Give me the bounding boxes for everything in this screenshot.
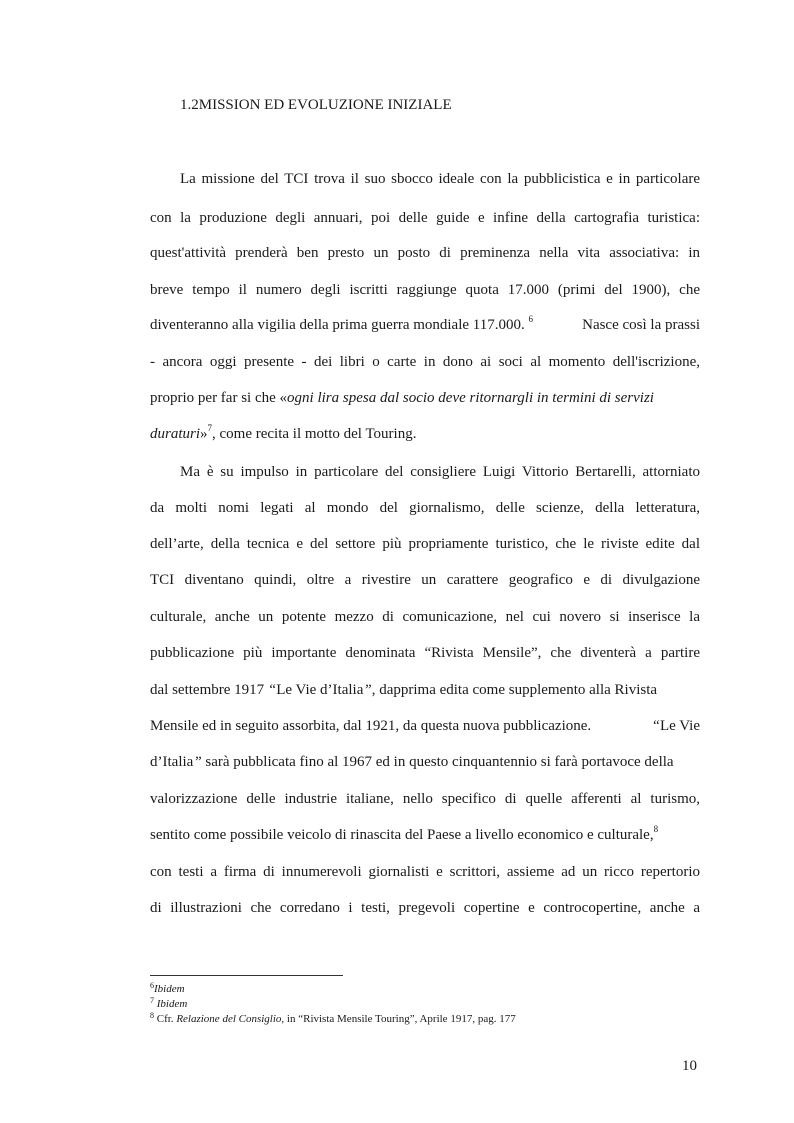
quote-mark: “ (651, 718, 660, 734)
paragraph-1-line-6: - ancora oggi presente - dei libri o carte in dono ai soci al momento dell'iscrizione, (150, 354, 700, 370)
footnote-7 (150, 998, 187, 1010)
footnote-title: Relazione del Consiglio (176, 1013, 282, 1025)
footnote-text: Ibidem (156, 998, 188, 1010)
footnote-text: Ibidem (154, 983, 185, 995)
paragraph-2-line-11 (150, 824, 700, 844)
text-run: proprio per far si che « (150, 390, 288, 406)
text-run: diventeranno alla vigilia della prima guerra mondiale 117.000. (150, 317, 525, 333)
paragraph-2-line-12: con testi a firma di innumerevoli giornalisti e scrittori, assieme ad un ricco repertorio (150, 864, 700, 880)
paragraph-1-line-4: breve tempo il numero degli iscritti raggiunge quota 17.000 (primi del 1900), che (150, 282, 700, 298)
paragraph-2-line-2: da molti nomi legati al mondo del giornalismo, delle scienze, della letteratura, (150, 500, 700, 516)
footnote-6 (150, 983, 185, 995)
footnote-number: 8 (150, 1011, 154, 1020)
paragraph-1-line-7 (150, 390, 700, 407)
paragraph-2-line-8 (150, 718, 700, 735)
footnote-ref-8[interactable]: 8 (653, 824, 659, 834)
paragraph-1-line-3: quest'attività prenderà ben presto un posto di preminenza nella vita associativa: in (150, 245, 700, 261)
quote-mark: “ (267, 682, 277, 698)
quote-mark: ” (363, 682, 372, 698)
text-run: sarà pubblicata fino al 1967 ed in questo cinquantennio si farà portavoce della (201, 754, 674, 770)
text-run: Nasce così la prassi (582, 317, 700, 333)
paragraph-2-line-9 (150, 754, 700, 771)
title-text: d’Italia (150, 754, 194, 770)
paragraph-2-line-6: pubblicazione più importante denominata “Rivista Mensile”, che diventerà a partire (150, 645, 700, 661)
footnote-8 (150, 1013, 516, 1025)
footnote-ref-6[interactable]: 6 (528, 314, 533, 324)
quote-italic: duraturi (150, 426, 201, 442)
footnote-text: Cfr. (156, 1013, 177, 1025)
paragraph-2-line-3: dell’arte, della tecnica e del settore più propriamente turistico, che le riviste edite dal (150, 536, 700, 552)
page-number: 10 (682, 1058, 697, 1074)
paragraph-1-line-2: con la produzione degli annuari, poi delle guide e infine della cartografia turistica: (150, 210, 700, 226)
title-text: Le Vie (659, 718, 700, 734)
paragraph-2-line-4: TCI diventano quindi, oltre a rivestire un carattere geografico e di divulgazione (150, 572, 700, 588)
footnote-ref-7[interactable]: 7 (207, 423, 213, 433)
paragraph-2-line-10: valorizzazione delle industrie italiane, nello specifico di quelle afferenti al turismo, (150, 791, 700, 807)
footnote-number: 7 (150, 996, 154, 1005)
paragraph-1-line-5 (150, 314, 700, 334)
section-heading: 1.2MISSION ED EVOLUZIONE INIZIALE (180, 97, 452, 113)
paragraph-1-line-1: La missione del TCI trova il suo sbocco ideale con la pubblicistica e in particolare (180, 171, 700, 187)
text-run: Mensile ed in seguito assorbita, dal 1921, da questa nuova pubblicazione. (150, 718, 592, 734)
title-text: Le Vie d’Italia (276, 682, 364, 698)
quote-italic: ogni lira spesa dal socio deve ritornargli in termini di servizi (287, 390, 654, 406)
quote-mark: ” (193, 754, 202, 770)
paragraph-2-line-1: Ma è su impulso in particolare del consigliere Luigi Vittorio Bertarelli, attorniato (180, 464, 700, 480)
text-run: sentito come possibile veicolo di rinascita del Paese a livello economico e culturale, (150, 827, 654, 843)
footnote-separator (150, 975, 343, 976)
footnote-number: 6 (150, 981, 154, 990)
text-run: , come recita il motto del Touring. (212, 426, 417, 442)
footnote-text: , in “Rivista Mensile Touring”, Aprile 1917, pag. 177 (281, 1013, 516, 1025)
paragraph-1-line-8 (150, 423, 700, 443)
text-run: , dapprima edita come supplemento alla Rivista (371, 682, 658, 698)
text-run: dal settembre 1917 (150, 682, 268, 698)
paragraph-2-line-13: di illustrazioni che corredano i testi, pregevoli copertine e controcopertine, anche a (150, 900, 700, 916)
paragraph-2-line-7 (150, 682, 700, 699)
text-run: » (200, 426, 208, 442)
paragraph-2-line-5: culturale, anche un potente mezzo di comunicazione, nel cui novero si inserisce la (150, 609, 700, 625)
